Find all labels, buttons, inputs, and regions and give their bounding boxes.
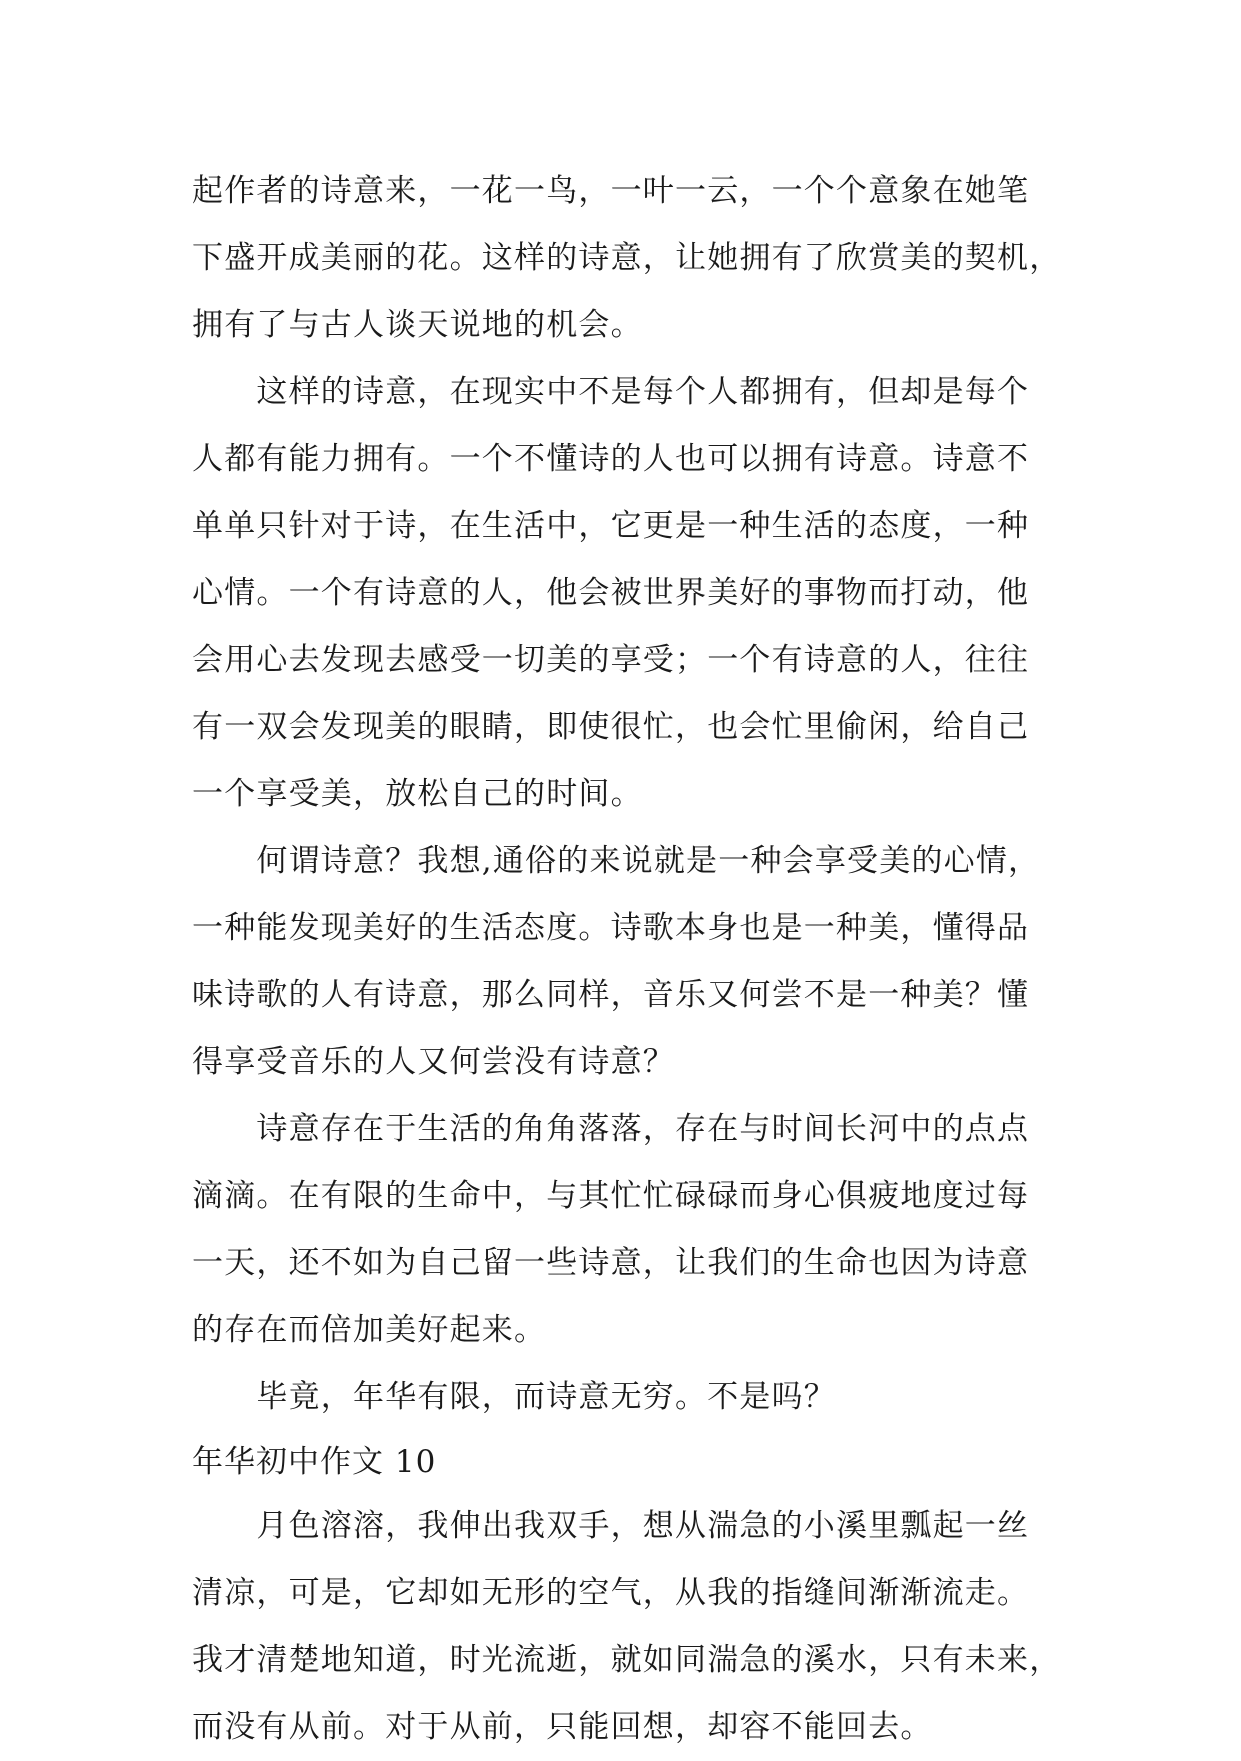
text-line: 清凉，可是，它却如无形的空气，从我的指缝间渐渐流走。 bbox=[192, 1575, 1030, 1611]
text-line: 心情。一个有诗意的人，他会被世界美好的事物而打动，他 bbox=[192, 575, 1030, 611]
text-line: 一种能发现美好的生活态度。诗歌本身也是一种美，懂得品 bbox=[192, 910, 1030, 946]
text-line: 得享受音乐的人又何尝没有诗意？ bbox=[192, 1044, 675, 1080]
text-line: 会用心去发现去感受一切美的享受；一个有诗意的人，往往 bbox=[192, 642, 1030, 678]
text-line: 的存在而倍加美好起来。 bbox=[192, 1312, 547, 1348]
document-body bbox=[192, 158, 1062, 1761]
text-line: 这样的诗意，在现实中不是每个人都拥有，但却是每个 bbox=[192, 374, 1030, 410]
text-line: 月色溶溶，我伸出我双手，想从湍急的小溪里瓢起一丝 bbox=[192, 1508, 1030, 1544]
text-line: 我才清楚地知道，时光流逝，就如同湍急的溪水，只有未来， bbox=[192, 1642, 1062, 1678]
text-line: 滴滴。在有限的生命中，与其忙忙碌碌而身心俱疲地度过每 bbox=[192, 1178, 1030, 1214]
text-line: 拥有了与古人谈天说地的机会。 bbox=[192, 307, 643, 343]
text-line: 起作者的诗意来，一花一鸟，一叶一云，一个个意象在她笔 bbox=[192, 173, 1030, 209]
text-line: 而没有从前。对于从前，只能回想，却容不能回去。 bbox=[192, 1709, 933, 1745]
text-line: 单单只针对于诗，在生活中，它更是一种生活的态度，一种 bbox=[192, 508, 1030, 544]
section-heading: 年华初中作文 10 bbox=[192, 1444, 437, 1480]
text-line: 何谓诗意？我想,通俗的来说就是一种会享受美的心情， bbox=[192, 843, 1041, 879]
text-line: 一个享受美，放松自己的时间。 bbox=[192, 776, 643, 812]
text-line: 人都有能力拥有。一个不懂诗的人也可以拥有诗意。诗意不 bbox=[192, 441, 1030, 477]
text-line: 诗意存在于生活的角角落落，存在与时间长河中的点点 bbox=[192, 1111, 1030, 1147]
text-line: 毕竟，年华有限，而诗意无穷。不是吗？ bbox=[192, 1379, 836, 1415]
text-line: 下盛开成美丽的花。这样的诗意，让她拥有了欣赏美的契机， bbox=[192, 240, 1062, 276]
text-line: 一天，还不如为自己留一些诗意，让我们的生命也因为诗意 bbox=[192, 1245, 1030, 1281]
text-line: 有一双会发现美的眼睛，即使很忙，也会忙里偷闲，给自己 bbox=[192, 709, 1030, 745]
text-line: 味诗歌的人有诗意，那么同样，音乐又何尝不是一种美？懂 bbox=[192, 977, 1030, 1013]
